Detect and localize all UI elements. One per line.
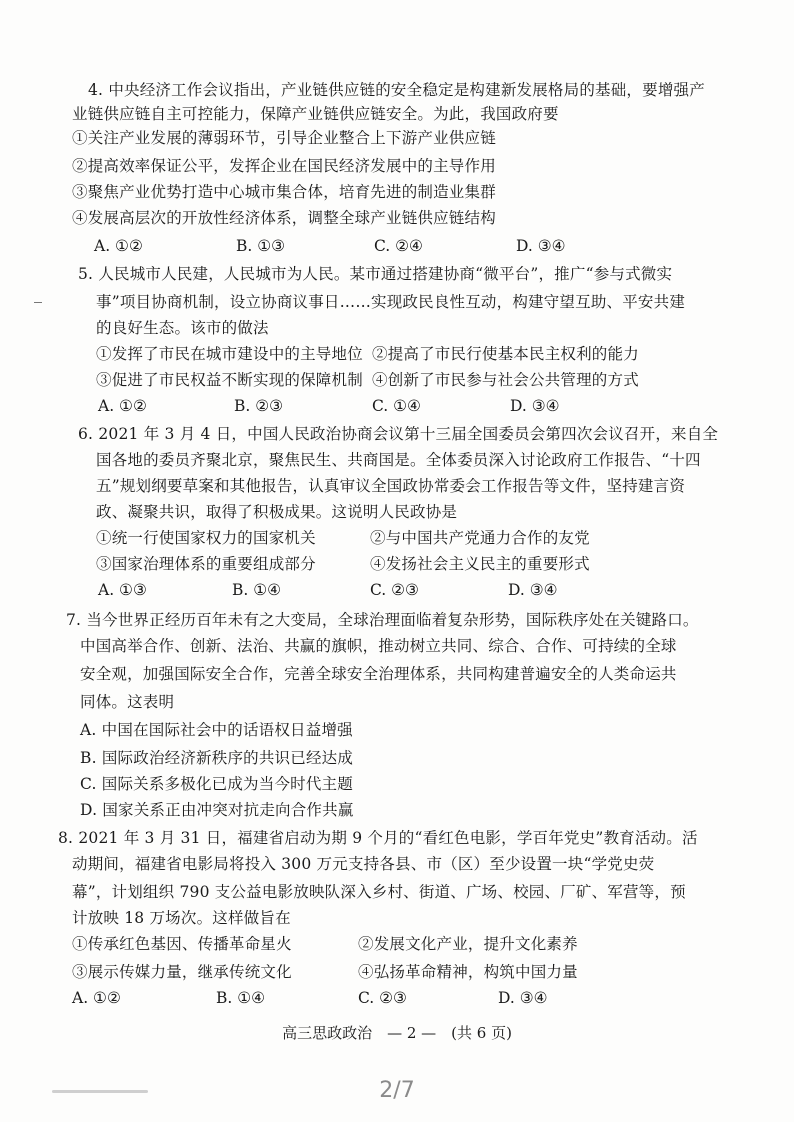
q4-option-d: D. ③④	[516, 237, 566, 255]
q7-stem-line-2: 中国高举合作、创新、法治、共赢的旗帜，推动树立共同、综合、合作、可持续的全球	[80, 637, 677, 655]
q6-stem-line-1: 6. 2021 年 3 月 4 日，中国人民政治协商会议第十三届全国委员会第四次会议召开，来自全	[78, 425, 719, 443]
q6-option-a: A. ①③	[98, 581, 147, 599]
q7-choice-d: D. 国家关系正由冲突对抗走向合作共赢	[80, 801, 354, 819]
q4-stem-line-2: 业链供应链自主可控能力，保障产业链供应链安全。为此，我国政府要	[72, 105, 559, 123]
q4-option-c: C. ②④	[374, 237, 423, 255]
q7-choice-b: B. 国际政治经济新秩序的共识已经达成	[80, 749, 354, 767]
q8-option-b: B. ①④	[216, 989, 266, 1007]
q4-options	[0, 236, 794, 256]
q6-stem-line-3: 五”规划纲要草案和其他报告，认真审议全国政协常委会工作报告等文件，坚持建言资	[96, 477, 686, 495]
q8-option-a: A. ①②	[72, 989, 121, 1007]
q7-stem-line-1: 7. 当今世界正经历百年未有之大变局，全球治理面临着复杂形势，国际秩序处在关键路口。	[66, 611, 699, 629]
q5-option-d: D. ③④	[510, 397, 560, 415]
q6-item-2: ②与中国共产党通力合作的友党	[370, 529, 590, 547]
q4-item-3: ③聚焦产业优势打造中心城市集合体，培育先进的制造业集群	[72, 183, 496, 201]
q5-options	[0, 396, 794, 416]
q4-stem-line-1: 4. 中央经济工作会议指出，产业链供应链的安全稳定是构建新发展格局的基础，要增强产	[88, 81, 705, 99]
q6-option-c: C. ②③	[370, 581, 419, 599]
q5-option-b: B. ②③	[234, 397, 284, 415]
q8-option-d: D. ③④	[498, 989, 548, 1007]
q4-item-1: ①关注产业发展的薄弱环节，引导企业整合上下游产业供应链	[72, 129, 496, 147]
q7-choice-c: C. 国际关系多极化已成为当今时代主题	[80, 775, 353, 793]
q6-item-4: ④发扬社会主义民主的重要形式	[370, 555, 590, 573]
q8-stem-line-3: 幕”，计划组织 790 支公益电影放映队深入乡村、街道、广场、校园、厂矿、军营等，预	[72, 883, 686, 901]
q7-stem-line-4: 同体。这表明	[80, 693, 175, 711]
q5-option-c: C. ①④	[372, 397, 421, 415]
q6-option-d: D. ③④	[508, 581, 558, 599]
q5-stem-line-2: 事”项目协商机制，设立协商议事日……实现政民良性互动，构建守望互助、平安共建	[96, 293, 686, 311]
q5-item-1: ①发挥了市民在城市建设中的主导地位	[96, 345, 363, 363]
q6-item-3: ③国家治理体系的重要组成部分	[96, 555, 316, 573]
q6-stem-line-2: 国各地的委员齐聚北京，聚焦民生、共商国是。全体委员深入讨论政府工作报告、“十四	[96, 451, 701, 469]
q8-item-2: ②发展文化产业，提升文化素养	[358, 935, 578, 953]
q4-option-b: B. ①③	[236, 237, 286, 255]
q4-item-2: ②提高效率保证公平，发挥企业在国民经济发展中的主导作用	[72, 157, 496, 175]
q8-item-3: ③展示传媒力量，继承传统文化	[72, 963, 292, 981]
q8-stem-line-4: 计放映 18 万场次。这样做旨在	[72, 909, 291, 927]
q6-option-b: B. ①④	[232, 581, 282, 599]
q5-stem-line-3: 的良好生态。该市的做法	[96, 319, 269, 337]
q4-item-4: ④发展高层次的开放性经济体系，调整全球产业链供应链结构	[72, 209, 496, 227]
q8-option-c: C. ②③	[358, 989, 407, 1007]
q4-option-a: A. ①②	[94, 237, 143, 255]
q8-stem-line-1: 8. 2021 年 3 月 31 日，福建省启动为期 9 个月的“看红色电影，学百年党史”教育活动。活	[58, 829, 698, 847]
q7-stem-line-3: 安全观，加强国际安全合作，完善全球安全治理体系，共同构建普遍安全的人类命运共	[80, 665, 677, 683]
q6-stem-line-4: 政、凝聚共识，取得了积极成果。这说明人民政协是	[96, 503, 458, 521]
q5-item-2: ②提高了市民行使基本民主权利的能力	[372, 345, 639, 363]
page-footer: 高三思政政治 — 2 — (共 6 页)	[282, 1024, 512, 1042]
q7-choice-a: A. 中国在国际社会中的话语权日益增强	[80, 721, 353, 739]
q6-item-1: ①统一行使国家权力的国家机关	[96, 529, 316, 547]
page-indicator: 2/7	[379, 1078, 415, 1103]
q8-item-4: ④弘扬革命精神，构筑中国力量	[358, 963, 578, 981]
q8-stem-line-2: 动期间，福建省电影局将投入 300 万元支持各县、市（区）至少设置一块“学党史荧	[72, 855, 655, 873]
scan-mark	[34, 302, 42, 303]
q5-stem-line-1: 5. 人民城市人民建，人民城市为人民。某市通过搭建协商“微平台”，推广“参与式微实	[78, 265, 673, 283]
q8-item-1: ①传承红色基因、传播革命星火	[72, 935, 292, 953]
q6-options	[0, 580, 794, 600]
q5-item-3: ③促进了市民权益不断实现的保障机制	[96, 371, 363, 389]
q8-options	[0, 988, 794, 1008]
q5-option-a: A. ①②	[98, 397, 147, 415]
q5-item-4: ④创新了市民参与社会公共管理的方式	[372, 371, 639, 389]
